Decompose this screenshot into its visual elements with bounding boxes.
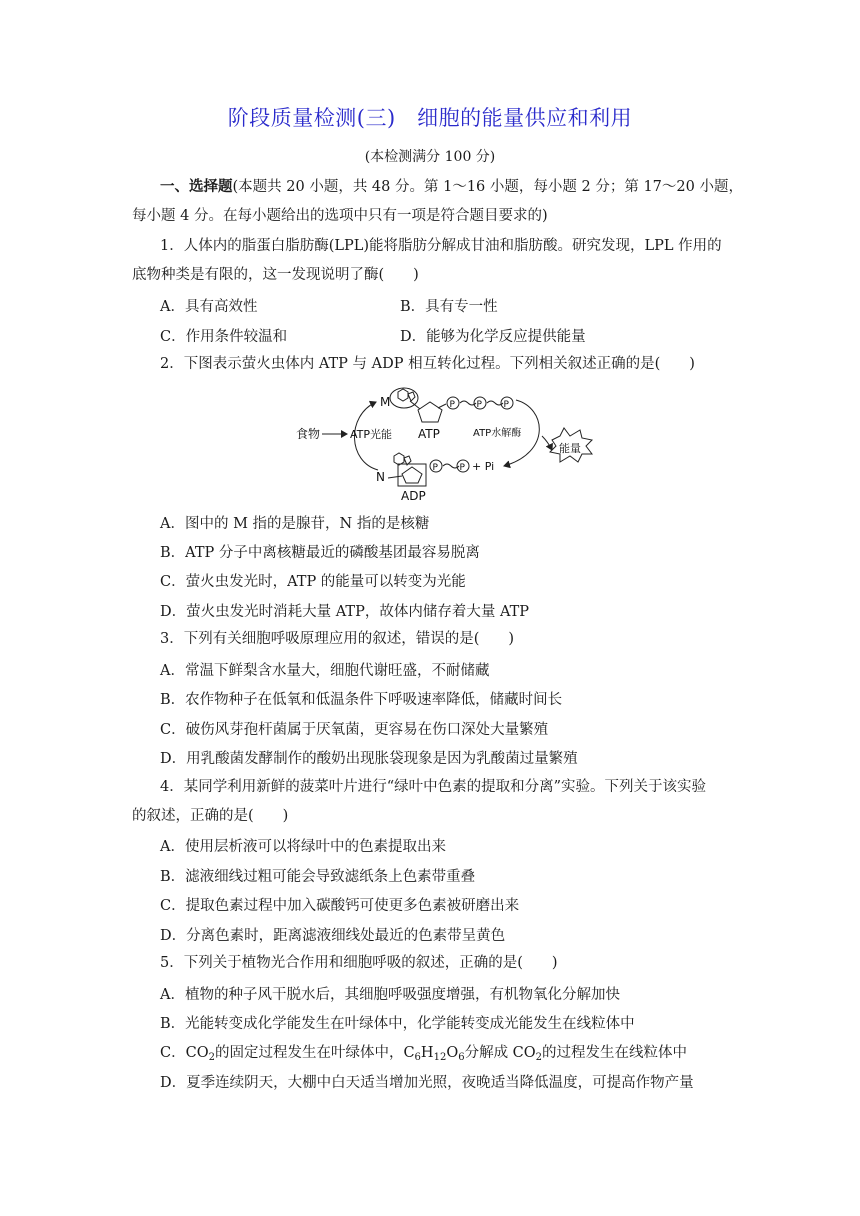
hydrolysis-label: ATP水解酶 [473, 428, 522, 439]
section-heading: 一、选择题 [160, 178, 233, 195]
q4-option-c: C．提取色素过程中加入碳酸钙可使更多色素被研磨出来 [160, 898, 520, 914]
q1-stem-2: 底物种类是有限的，这一发现说明了酶( ) [132, 267, 419, 283]
section-heading-line [160, 177, 743, 197]
q2-option-b: B．ATP 分子中离核糖最近的磷酸基团最容易脱离 [160, 545, 480, 561]
q3-stem: 3．下列有关细胞呼吸原理应用的叙述，错误的是( ) [160, 631, 515, 647]
q1-option-d: D．能够为化学反应提供能量 [400, 329, 586, 345]
q1-stem-1: 1．人体内的脂蛋白脂肪酶(LPL)能将脂肪分解成甘油和脂肪酸。研究发现，LPL 作用的 [160, 238, 722, 254]
energy-label: 能量 [559, 442, 581, 455]
page-title: 阶段质量检测(三) 细胞的能量供应和利用 [227, 106, 633, 130]
q2-option-c: C．萤火虫发光时，ATP 的能量可以转变为光能 [160, 574, 466, 590]
q5-option-d: D．夏季连续阴天，大棚中白天适当增加光照，夜晚适当降低温度，可提高作物产量 [160, 1075, 694, 1091]
synthesis-label: ATP光能 [350, 428, 393, 441]
q5-stem: 5．下列关于植物光合作用和细胞呼吸的叙述，正确的是( ) [160, 955, 558, 971]
m-label: M [380, 395, 391, 409]
q3-option-c: C．破伤风芽孢杆菌属于厌氧菌，更容易在伤口深处大量繁殖 [160, 722, 549, 738]
q5-option-c: C．$CO_2$的固定过程发生在叶绿体中，$C_6H_{12}O_6$分解成 $CO_2$的过程发生在线粒体中 [160, 1045, 688, 1063]
q5-option-b: B．光能转变成化学能发生在叶绿体中，化学能转变成光能发生在线粒体中 [160, 1016, 635, 1032]
ribose-adp [402, 467, 422, 483]
q3-option-a: A．常温下鲜梨含水量大，细胞代谢旺盛，不耐储藏 [160, 663, 490, 679]
svg-text:P: P [449, 400, 455, 410]
q3-option-d: D．用乳酸菌发酵制作的酸奶出现胀袋现象是因为乳酸菌过量繁殖 [160, 751, 578, 767]
adp-label: ADP [401, 489, 426, 503]
q2-option-a: A．图中的 M 指的是腺苷，N 指的是核糖 [160, 516, 430, 532]
page-subtitle: (本检测满分 100 分) [364, 149, 496, 165]
n-label: N [376, 470, 385, 484]
food-label: 食物 [296, 427, 321, 441]
q1-option-c: C．作用条件较温和 [160, 329, 288, 345]
ribose-atp [418, 402, 442, 422]
atp-adp-diagram [290, 382, 610, 504]
q3-option-b: B．农作物种子在低氧和低温条件下呼吸速率降低，储藏时间长 [160, 692, 563, 708]
adenine-ring [398, 389, 408, 401]
adenine-ring-adp [394, 453, 404, 465]
section-instructions-2: 每小题 4 分。在每小题给出的选项中只有一项是符合题目要求的) [132, 208, 548, 224]
atp-label: ATP [418, 427, 440, 441]
q2-option-d: D．萤火虫发光时消耗大量 ATP，故体内储存着大量 ATP [160, 604, 530, 620]
q4-stem-2: 的叙述，正确的是( ) [132, 808, 289, 824]
q4-option-d: D．分离色素时，距离滤液细线处最近的色素带呈黄色 [160, 928, 506, 944]
q4-option-a: A．使用层析液可以将绿叶中的色素提取出来 [160, 839, 446, 855]
q4-option-b: B．滤液细线过粗可能会导致滤纸条上色素带重叠 [160, 869, 476, 885]
q4-stem-1: 4．某同学利用新鲜的菠菜叶片进行“绿叶中色素的提取和分离”实验。下列关于该实验 [160, 779, 707, 795]
energy-arrow [542, 436, 552, 450]
section-instructions: (本题共 20 小题，共 48 分。第 1～16 小题，每小题 2 分；第 17～20 小题， [232, 179, 743, 195]
q5-option-a: A．植物的种子风干脱水后，其细胞呼吸强度增强，有机物氧化分解加快 [160, 987, 620, 1003]
svg-text:P: P [476, 400, 482, 410]
svg-text:P: P [432, 463, 438, 473]
q2-stem: 2．下图表示萤火虫体内 ATP 与 ADP 相互转化过程。下列相关叙述正确的是( ) [160, 356, 695, 372]
svg-text:P: P [459, 463, 465, 473]
pi-label: + Pi [472, 460, 495, 473]
q1-option-a: A．具有高效性 [160, 299, 258, 315]
svg-text:P: P [503, 400, 509, 410]
q1-option-b: B．具有专一性 [400, 299, 498, 315]
